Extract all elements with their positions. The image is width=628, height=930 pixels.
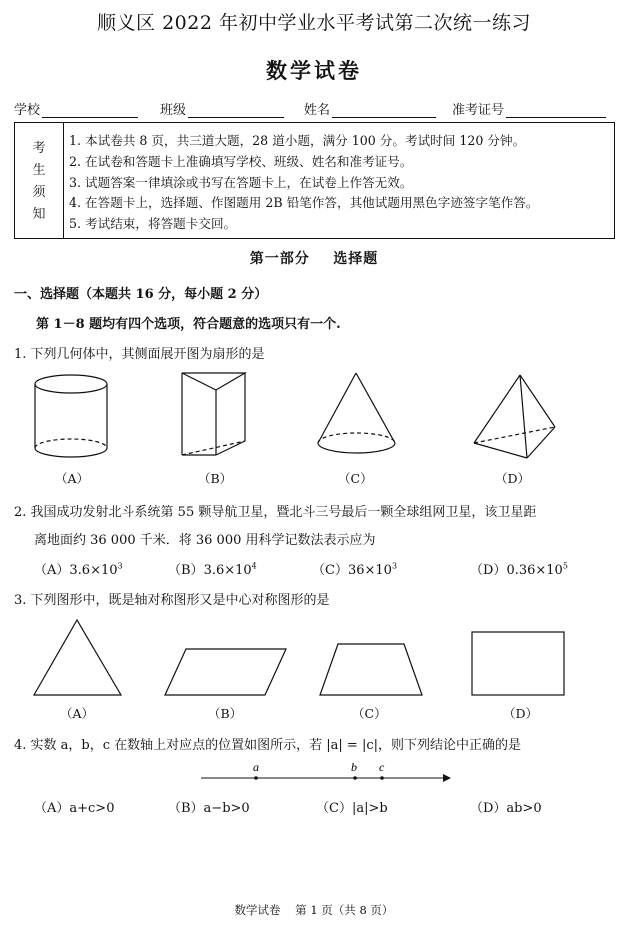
- exam-notice-box: [14, 122, 615, 239]
- q2-option-a: $(A)3.6\times 10^3$: [34, 561, 123, 578]
- question-2-stem-line-1: 2. 我国成功发射北斗系统第 55 颗导航卫星，暨北斗三号最后一颗全球组网卫星，该卫星距: [14, 505, 537, 520]
- q4-option-b: （B）a−b>0: [168, 801, 250, 816]
- question-3-shapes: [0, 612, 628, 702]
- subject-title: 数学试卷: [266, 58, 362, 83]
- parallelogram-shape: [165, 649, 286, 695]
- student-info-row: [14, 99, 618, 121]
- exam-id-field: 准考证号: [452, 99, 606, 118]
- q1-option-c-label: （C）: [338, 471, 373, 486]
- point-b-label: b: [351, 760, 357, 774]
- point-c-label: c: [379, 760, 385, 774]
- class-field: 班级: [160, 99, 284, 118]
- question-4-stem: 4. 实数 a，b，c 在数轴上对应点的位置如图所示，若 |a| = |c|，则下列结论中正确的是: [14, 738, 521, 753]
- q1-option-a-label: （A）: [55, 471, 90, 486]
- notice-list: [69, 131, 538, 235]
- notice-item: 4. 在答题卡上，选择题、作图题用 2B 铅笔作答，其他试题用黑色字迹签字笔作答。: [69, 195, 539, 211]
- number-line: [195, 758, 455, 790]
- trapezoid-shape: [320, 644, 422, 695]
- notice-item: 3. 试题答案一律填涂或书写在答题卡上，在试卷上作答无效。: [69, 174, 413, 190]
- triangle-shape: [34, 620, 121, 695]
- q4-option-d: （D）ab>0: [470, 801, 542, 816]
- notice-item: 1. 本试卷共 8 页，共三道大题，28 道小题，满分 100 分。考试时间 120 分钟。: [69, 133, 526, 148]
- point-a-dot: [254, 776, 258, 780]
- page-footer: 数学试卷 第 1 页（共 8 页）: [234, 903, 394, 917]
- section-note: 第 1－8 题均有四个选项，符合题意的选项只有一个.: [36, 317, 341, 332]
- school-field: 学校: [14, 99, 138, 118]
- question-1-stem: 1. 下列几何体中，其侧面展开图为扇形的是: [14, 347, 265, 362]
- name-field: 姓名: [304, 99, 436, 118]
- notice-item: 5. 考试结束，将答题卡交回。: [69, 216, 237, 232]
- cylinder-figure: [35, 375, 107, 457]
- point-a-label: a: [253, 760, 259, 774]
- q3-option-d-label: （D）: [503, 706, 539, 721]
- q2-option-b: $(B)3.6\times 10^4$: [168, 561, 257, 578]
- prism-figure: [182, 373, 245, 455]
- notice-item: 2. 在试卷和答题卡上准确填写学校、班级、姓名和准考证号。: [69, 153, 413, 169]
- question-3-stem: 3. 下列图形中，既是轴对称图形又是中心对称图形的是: [14, 593, 330, 608]
- q3-option-c-label: （C）: [352, 706, 387, 721]
- q2-option-c: $(C)36\times 10^3$: [312, 561, 398, 578]
- q1-option-d-label: （D）: [495, 471, 531, 486]
- question-2-stem-line-2: 离地面约 36 000 千米．将 36 000 用科学记数法表示应为: [34, 533, 376, 548]
- q3-option-a-label: （A）: [60, 706, 95, 721]
- q1-option-b-label: （B）: [198, 471, 233, 486]
- rectangle-shape: [472, 632, 564, 695]
- exam-title: 顺义区 2022 年初中学业水平考试第二次统一练习: [97, 12, 531, 34]
- point-b-dot: [353, 776, 357, 780]
- cone-figure: [318, 373, 395, 453]
- tetrahedron-figure: [474, 375, 555, 458]
- question-1-solids: [0, 365, 628, 465]
- part-one-title: 第一部分 选择题: [249, 251, 379, 267]
- notice-label: 考 生 须 知: [15, 123, 64, 238]
- q4-option-c: （C）|a|>b: [316, 801, 388, 816]
- q3-option-b-label: （B）: [208, 706, 243, 721]
- q2-option-d: $(D)0.36\times 10^5$: [470, 561, 568, 578]
- q4-option-a: （A）a+c>0: [34, 801, 115, 816]
- arrow-right-icon: [443, 774, 451, 782]
- section-heading: 一、选择题（本题共 16 分，每小题 2 分）: [14, 287, 268, 302]
- point-c-dot: [380, 776, 384, 780]
